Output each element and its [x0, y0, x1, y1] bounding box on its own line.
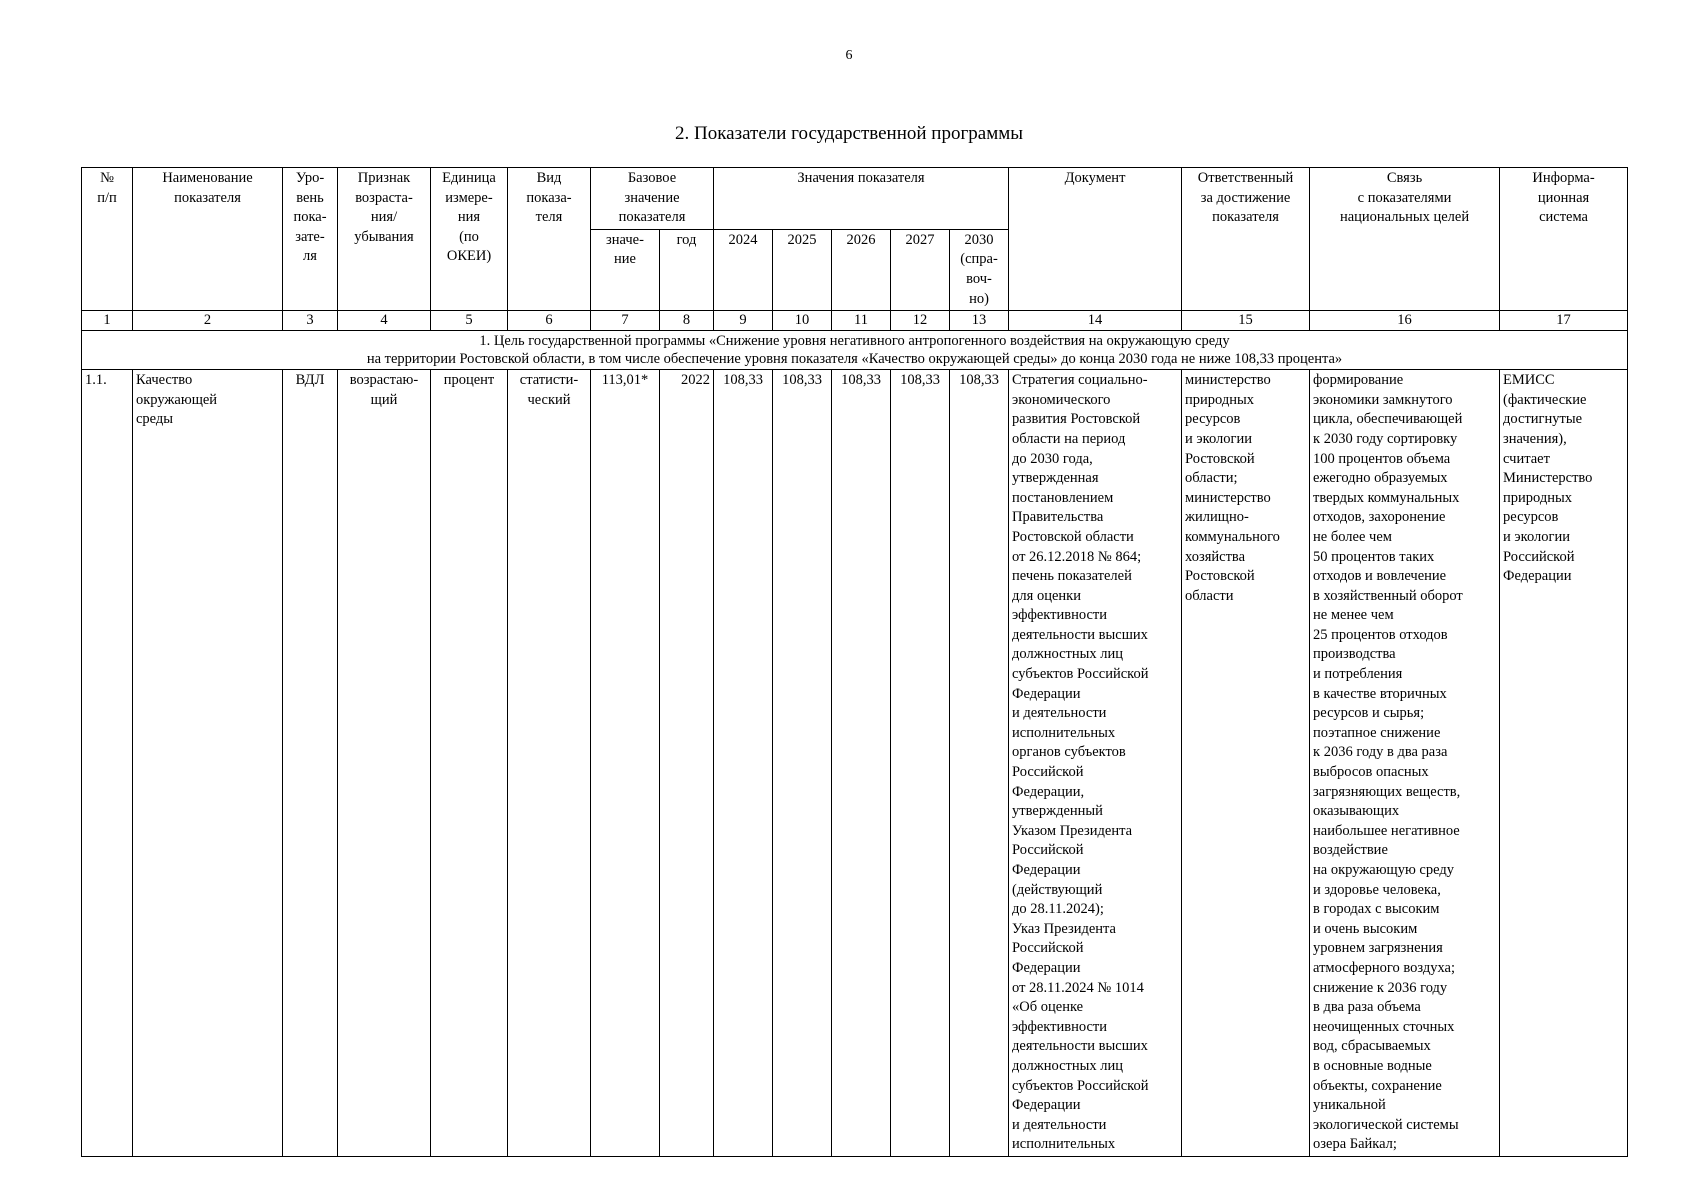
row-type: статисти- ческий: [508, 370, 591, 1157]
column-number: 6: [508, 311, 591, 331]
header-base: Базовое значение показателя: [591, 168, 714, 230]
column-number: 12: [891, 311, 950, 331]
header-name: Наименование показателя: [133, 168, 283, 311]
header-document: Документ: [1009, 168, 1182, 311]
row-link: формирование экономики замкнутого цикла, обеспечивающей к 2030 году сортировку 100 процентов объема ежегодно образуемых твердых коммунальных отходов, захоронение не более чем 50 процентов таких отходов и вовлечение в хозяйственный оборот не менее чем 25 процентов отходов производства и потребления в качестве вторичных ресурсов и сырья; поэтапное снижение к 2036 году в два раза выбросов опасных загрязняющих веществ, оказывающих наибольшее негативное воздействие на окружающую среду и здоровье человека, в городах с высоким и очень высоким уровнем загрязнения атмосферного воздуха; снижение к 2036 году в два раза объема неочищенных сточных вод, сбрасываемых в основные водные объекты, сохранение уникальной экологической системы озера Байкал;: [1310, 370, 1500, 1157]
row-name: Качество окружающей среды: [133, 370, 283, 1157]
column-number: 14: [1009, 311, 1182, 331]
header-num: № п/п: [82, 168, 133, 311]
header-row: [82, 168, 1628, 230]
column-number: 3: [283, 311, 338, 331]
header-unit: Единица измере- ния (по ОКЕИ): [431, 168, 508, 311]
row-base-year: 2022: [660, 370, 714, 1157]
column-number: 11: [832, 311, 891, 331]
row-base-value: 113,01*: [591, 370, 660, 1157]
row-value-2027: 108,33: [891, 370, 950, 1157]
row-value-2030: 108,33: [950, 370, 1009, 1157]
header-values: Значения показателя: [714, 168, 1009, 230]
column-number: 5: [431, 311, 508, 331]
row-infosys: ЕМИСС (фактические достигнутые значения), считает Министерство природных ресурсов и экологии Российской Федерации: [1500, 370, 1628, 1157]
header-type: Вид показа- теля: [508, 168, 591, 311]
header-sign: Признак возраста- ния/ убывания: [338, 168, 431, 311]
column-number: 10: [773, 311, 832, 331]
header-year-2025: 2025: [773, 229, 832, 310]
column-number: 9: [714, 311, 773, 331]
column-number: 13: [950, 311, 1009, 331]
header-year-2030: 2030 (спра- воч- но): [950, 229, 1009, 310]
indicators-table: [81, 167, 1628, 1157]
column-number: 2: [133, 311, 283, 331]
header-year-2024: 2024: [714, 229, 773, 310]
table-row: [82, 370, 1628, 1157]
column-number: 16: [1310, 311, 1500, 331]
header-base-value: значе- ние: [591, 229, 660, 310]
header-link: Связь с показателями национальных целей: [1310, 168, 1500, 311]
goal-text: 1. Цель государственной программы «Снижение уровня негативного антропогенного воздействия на окружающую среду на территории Ростовской области, в том числе обеспечение уровня показателя «Качество окружающей среды» до конца 2030 года не ниже 108,33 процента»: [82, 331, 1628, 370]
column-number: 4: [338, 311, 431, 331]
row-unit: процент: [431, 370, 508, 1157]
column-number: 1: [82, 311, 133, 331]
column-number: 15: [1182, 311, 1310, 331]
header-year-2026: 2026: [832, 229, 891, 310]
row-sign: возрастаю- щий: [338, 370, 431, 1157]
row-level: ВДЛ: [283, 370, 338, 1157]
column-number: 7: [591, 311, 660, 331]
row-responsible: министерство природных ресурсов и экологии Ростовской области; министерство жилищно- коммунального хозяйства Ростовской области: [1182, 370, 1310, 1157]
column-number: 8: [660, 311, 714, 331]
column-number-row: [82, 311, 1628, 331]
section-title: 2. Показатели государственной программы: [674, 123, 1024, 144]
row-document: Стратегия социально- экономического развития Ростовской области на период до 2030 года, утвержденная постановлением Правительства Ростовской области от 26.12.2018 № 864; печень показателей для оценки эффективности деятельности высших должностных лиц субъектов Российской Федерации и деятельности исполнительных органов субъектов Российской Федерации, утвержденный Указом Президента Российской Федерации (действующий до 28.11.2024); Указ Президента Российской Федерации от 28.11.2024 № 1014 «Об оценке эффективности деятельности высших должностных лиц субъектов Российской Федерации и деятельности исполнительных: [1009, 370, 1182, 1157]
header-responsible: Ответственный за достижение показателя: [1182, 168, 1310, 311]
header-year-2027: 2027: [891, 229, 950, 310]
row-value-2024: 108,33: [714, 370, 773, 1157]
goal-row: [82, 331, 1628, 370]
header-level: Уро- вень пока- зате- ля: [283, 168, 338, 311]
row-num: 1.1.: [82, 370, 133, 1157]
header-base-year: год: [660, 229, 714, 310]
page-number: 6: [845, 48, 853, 63]
column-number: 17: [1500, 311, 1628, 331]
header-infosys: Информа- ционная система: [1500, 168, 1628, 311]
row-value-2025: 108,33: [773, 370, 832, 1157]
row-value-2026: 108,33: [832, 370, 891, 1157]
